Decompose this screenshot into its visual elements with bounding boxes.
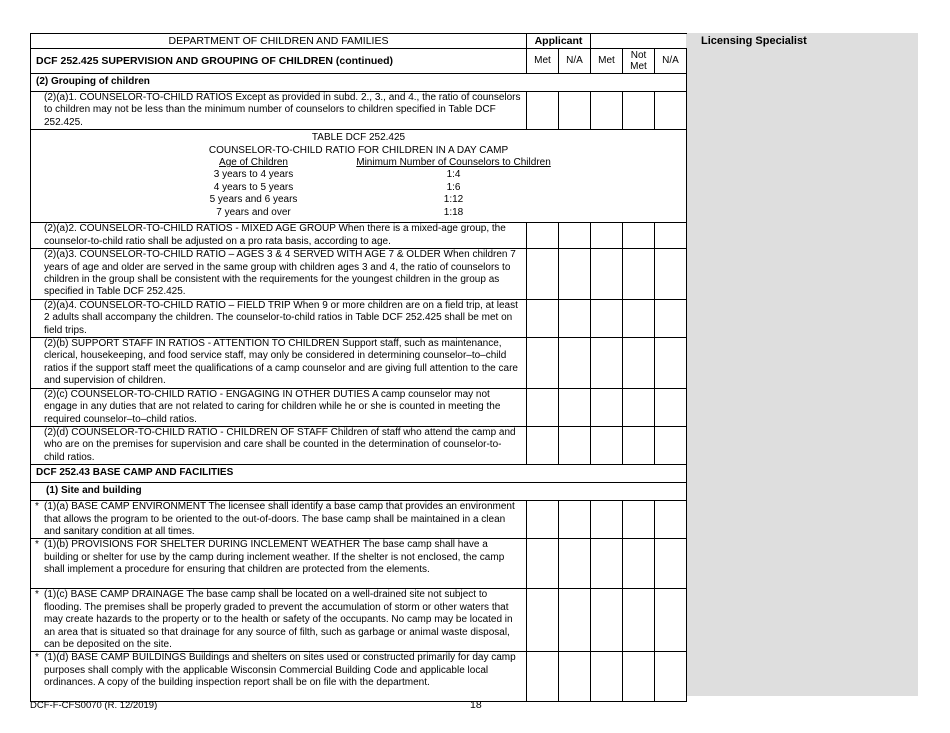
ratio-row [159, 207, 559, 219]
licensing-met-cell[interactable] [591, 92, 623, 130]
licensing-met-cell[interactable] [591, 589, 623, 652]
section-base-camp-title: DCF 252.43 BASE CAMP AND FACILITIES [31, 465, 687, 483]
applicant-met-cell[interactable] [527, 388, 559, 426]
ratio-value: 1:18 [443, 206, 464, 218]
licensing-not-met-cell[interactable] [623, 501, 655, 539]
form-id: DCF-F-CFS0070 (R. 12/2019) [30, 700, 158, 711]
licensing-not-met-cell[interactable] [623, 338, 655, 389]
licensing-specialist-header: Licensing Specialist [701, 35, 807, 47]
applicant-na-cell[interactable] [559, 338, 591, 389]
applicant-na-cell[interactable] [559, 426, 591, 464]
age-value: 4 years to 5 years [213, 181, 294, 193]
licensing-not-met-cell[interactable] [623, 249, 655, 300]
requirement-text: (2)(c) COUNSELOR-TO-CHILD RATIO - ENGAGING IN OTHER DUTIES A camp counselor may not engage in any duties that are not related to caring for children while he or she is counted in meeting the required counselor–to–child ratios. [31, 388, 527, 426]
checklist-row [31, 92, 687, 130]
applicant-met-cell[interactable] [527, 299, 559, 337]
department-header: DEPARTMENT OF CHILDREN AND FAMILIES [31, 34, 527, 49]
col-applicant-met: Met [527, 49, 559, 74]
requirement-text: (2)(a)1. COUNSELOR-TO-CHILD RATIOS Except as provided in subd. 2., 3., and 4., the ratio of counselors to children may not be less than the minimum number of counselors to children specified in Table DCF 252.425. [31, 92, 527, 130]
col-licensing-na: N/A [655, 49, 687, 74]
section-title: DCF 252.425 SUPERVISION AND GROUPING OF CHILDREN (continued) [31, 49, 527, 74]
applicant-met-cell[interactable] [527, 539, 559, 589]
licensing-not-met-cell[interactable] [623, 92, 655, 130]
applicant-na-cell[interactable] [559, 249, 591, 300]
met-label: Met [630, 61, 647, 72]
section-row [31, 465, 687, 483]
checklist-row [31, 426, 687, 464]
licensing-met-cell[interactable] [591, 501, 623, 539]
licensing-met-cell[interactable] [591, 388, 623, 426]
subsection-row [31, 74, 687, 92]
licensing-met-cell[interactable] [591, 338, 623, 389]
ratio-row [159, 194, 559, 206]
licensing-met-cell[interactable] [591, 426, 623, 464]
requirement-text: (2)(a)2. COUNSELOR-TO-CHILD RATIOS - MIXED AGE GROUP When there is a mixed-age group, the counselor-to-child ratio shall be adjusted on a pro rata basis, according to age. [31, 223, 527, 249]
col-age-heading: Age of Children [219, 157, 288, 169]
ratio-table-title: TABLE DCF 252.425 [311, 132, 406, 144]
header-row [31, 34, 687, 49]
ratio-value: 1:6 [446, 181, 461, 193]
subsection-grouping: (2) Grouping of children [31, 74, 687, 92]
subsection-row [31, 483, 687, 501]
applicant-met-cell[interactable] [527, 652, 559, 702]
age-value: 3 years to 4 years [213, 169, 294, 181]
asterisk-marker: * [35, 589, 39, 601]
checklist-row [31, 589, 687, 652]
licensing-met-cell[interactable] [591, 223, 623, 249]
subsection-site-building: (1) Site and building [31, 483, 687, 501]
licensing-not-met-cell[interactable] [623, 388, 655, 426]
asterisk-marker: * [35, 501, 39, 513]
asterisk-marker: * [35, 539, 39, 551]
requirement-text: (2)(d) COUNSELOR-TO-CHILD RATIO - CHILDREN OF STAFF Children of staff who attend the camp and who are on the premises for supervision and care shall be counted in the determination of counselor-to-child ratios. [31, 426, 527, 464]
applicant-na-cell[interactable] [559, 223, 591, 249]
ratio-value: 1:4 [446, 169, 461, 181]
licensing-specialist-panel [686, 33, 918, 696]
licensing-met-cell[interactable] [591, 249, 623, 300]
ratio-table-row [31, 130, 687, 223]
licensing-na-cell[interactable] [655, 426, 687, 464]
licensing-not-met-cell[interactable] [623, 299, 655, 337]
licensing-na-cell[interactable] [655, 652, 687, 702]
checklist-row [31, 249, 687, 300]
checklist-table [30, 33, 687, 702]
applicant-na-cell[interactable] [559, 388, 591, 426]
requirement-text: (2)(b) SUPPORT STAFF IN RATIOS - ATTENTION TO CHILDREN Support staff, such as maintenance, clerical, housekeeping, and food service staff, may only be considered in determining counselor–to–child ratios if the support staff meet the qualifications of a camp counselor and are giving full attention to the care and supervision of children. [31, 338, 527, 389]
licensing-not-met-cell[interactable] [623, 539, 655, 589]
applicant-na-cell[interactable] [559, 501, 591, 539]
checklist-row [31, 338, 687, 389]
checklist-row [31, 388, 687, 426]
applicant-met-cell[interactable] [527, 338, 559, 389]
licensing-not-met-cell[interactable] [623, 589, 655, 652]
checklist-row [31, 539, 687, 589]
requirement-cell [31, 589, 527, 652]
col-applicant-na: N/A [559, 49, 591, 74]
licensing-na-cell[interactable] [655, 338, 687, 389]
requirement-cell [31, 652, 527, 702]
licensing-na-cell[interactable] [655, 92, 687, 130]
licensing-na-cell[interactable] [655, 249, 687, 300]
licensing-na-cell[interactable] [655, 388, 687, 426]
requirement-text: (2)(a)3. COUNSELOR-TO-CHILD RATIO – AGES 3 & 4 SERVED WITH AGE 7 & OLDER When children 7 years of age and older are served in the same group with children ages 3 and 4, the ratio of counselors to children in the group shall be consistent with the requirements for the youngest children in the group as specified in Table DCF 252.425. [31, 249, 527, 300]
applicant-na-cell[interactable] [559, 299, 591, 337]
applicant-met-cell[interactable] [527, 249, 559, 300]
applicant-met-cell[interactable] [527, 223, 559, 249]
applicant-header: Applicant [527, 34, 591, 49]
licensing-na-cell[interactable] [655, 539, 687, 589]
requirement-cell [31, 539, 527, 589]
requirement-text: (1)(d) BASE CAMP BUILDINGS Buildings and shelters on sites used or constructed primarily for day camp purposes shall comply with the applicable Wisconsin Commercial Building Code and applicable local ordinances. A copy of the building inspection report shall be on file with the department. [44, 652, 516, 689]
licensing-na-cell[interactable] [655, 223, 687, 249]
requirement-text: (1)(b) PROVISIONS FOR SHELTER DURING INCLEMENT WEATHER The base camp shall have a building or shelter for use by the camp during inclement weather. If the shelter is not enclosed, the camp shall implement a procedure for ensuring that children are protected from the elements. [44, 539, 505, 576]
applicant-met-cell[interactable] [527, 501, 559, 539]
age-value: 5 years and 6 years [209, 194, 298, 206]
not-label: Not [630, 50, 647, 61]
checklist-row [31, 652, 687, 702]
licensing-na-cell[interactable] [655, 299, 687, 337]
ratio-row [159, 182, 559, 194]
asterisk-marker: * [35, 652, 39, 664]
licensing-na-cell[interactable] [655, 589, 687, 652]
requirement-cell [31, 501, 527, 539]
ratio-row [159, 169, 559, 181]
licensing-met-cell[interactable] [591, 652, 623, 702]
column-header-row [31, 49, 687, 74]
licensing-not-met-cell[interactable] [623, 652, 655, 702]
age-value: 7 years and over [216, 206, 291, 218]
ratio-table-subtitle: COUNSELOR-TO-CHILD RATIO FOR CHILDREN IN A DAY CAMP [208, 144, 509, 156]
checklist-row [31, 501, 687, 539]
requirement-text: (1)(c) BASE CAMP DRAINAGE The base camp shall be located on a well-drained site not subject to flooding. The premises shall be properly graded to prevent the accumulation of storm or other waters that may create hazards to the property or to the health or safety of the occupants. No camp may be located in an area that is situated so that drainage for any source of filth, such as garbage or animal waste disposal, can be deposited on the site. [44, 589, 513, 650]
applicant-na-cell[interactable] [559, 539, 591, 589]
licensing-header-cell [591, 34, 687, 49]
licensing-not-met-cell[interactable] [623, 426, 655, 464]
ratio-value: 1:12 [443, 194, 464, 206]
requirement-text: (1)(a) BASE CAMP ENVIRONMENT The licensee shall identify a base camp that provides an environment that allows the program to be oriented to the out-of-doors. The base camp shall be maintained in a clean and sanitary condition at all times. [44, 501, 515, 537]
page-number: 18 [470, 699, 482, 711]
licensing-met-cell[interactable] [591, 539, 623, 589]
licensing-met-cell[interactable] [591, 299, 623, 337]
applicant-na-cell[interactable] [559, 589, 591, 652]
requirement-text: (2)(a)4. COUNSELOR-TO-CHILD RATIO – FIELD TRIP When 9 or more children are on a field trip, at least 2 adults shall accompany the children. The counselor-to-child ratios in Table DCF 252.425 shall be met on field trips. [31, 299, 527, 337]
applicant-met-cell[interactable] [527, 589, 559, 652]
licensing-na-cell[interactable] [655, 501, 687, 539]
col-min-heading: Minimum Number of Counselors to Children [356, 157, 551, 169]
licensing-not-met-cell[interactable] [623, 223, 655, 249]
applicant-met-cell[interactable] [527, 92, 559, 130]
checklist-row [31, 299, 687, 337]
ratio-table [31, 130, 687, 223]
applicant-na-cell[interactable] [559, 92, 591, 130]
checklist-row [31, 223, 687, 249]
applicant-na-cell[interactable] [559, 652, 591, 702]
col-licensing-met: Met [591, 49, 623, 74]
col-licensing-not-met [623, 49, 655, 74]
applicant-met-cell[interactable] [527, 426, 559, 464]
